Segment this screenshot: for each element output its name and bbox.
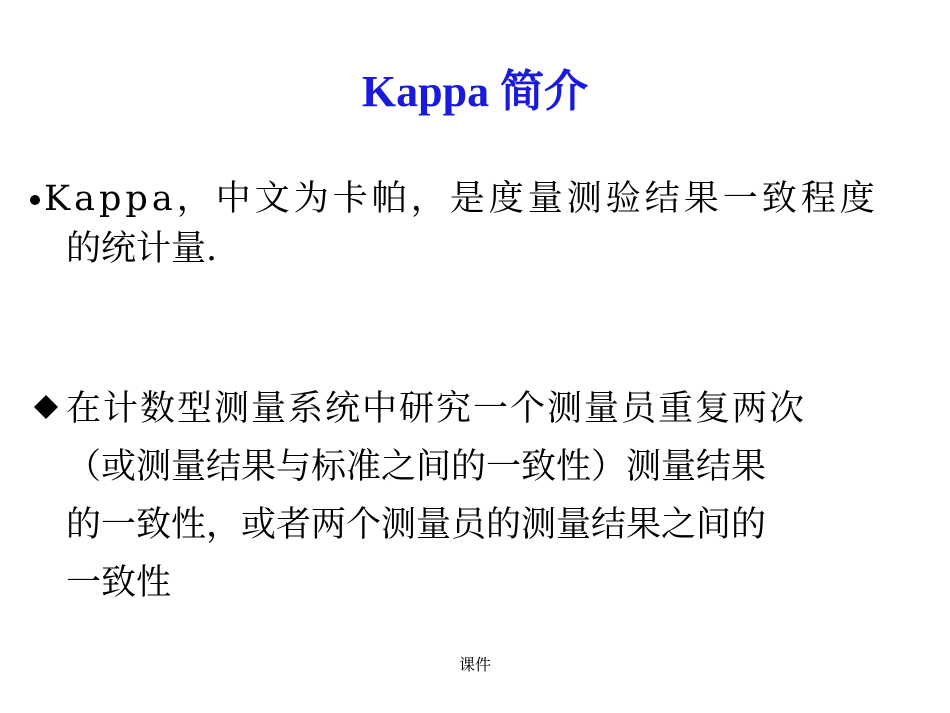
bullet-1-line-2: 的统计量. [66,229,218,269]
slide-title: Kappa 简介 [361,67,589,116]
bullet-dot-icon [30,195,40,205]
bullet-2-line-1: 在计数型测量系统中研究一个测量员重复两次 [66,389,807,429]
bullet-1-line-1: Kappa，中文为卡帕，是度量测验结果一致程度 [44,179,879,219]
bullet-diamond-icon [34,395,58,419]
bullet-2-line-2: （或测量结果与标准之间的一致性）测量结果 [66,447,767,487]
footer-label: 课件 [458,655,491,674]
bullet-2-line-3: 的一致性，或者两个测量员的测量结果之间的 [66,505,767,545]
bullet-2-line-4: 一致性 [66,563,172,603]
bullet-item-2 [30,380,910,612]
bullet-item-1 [30,174,910,274]
